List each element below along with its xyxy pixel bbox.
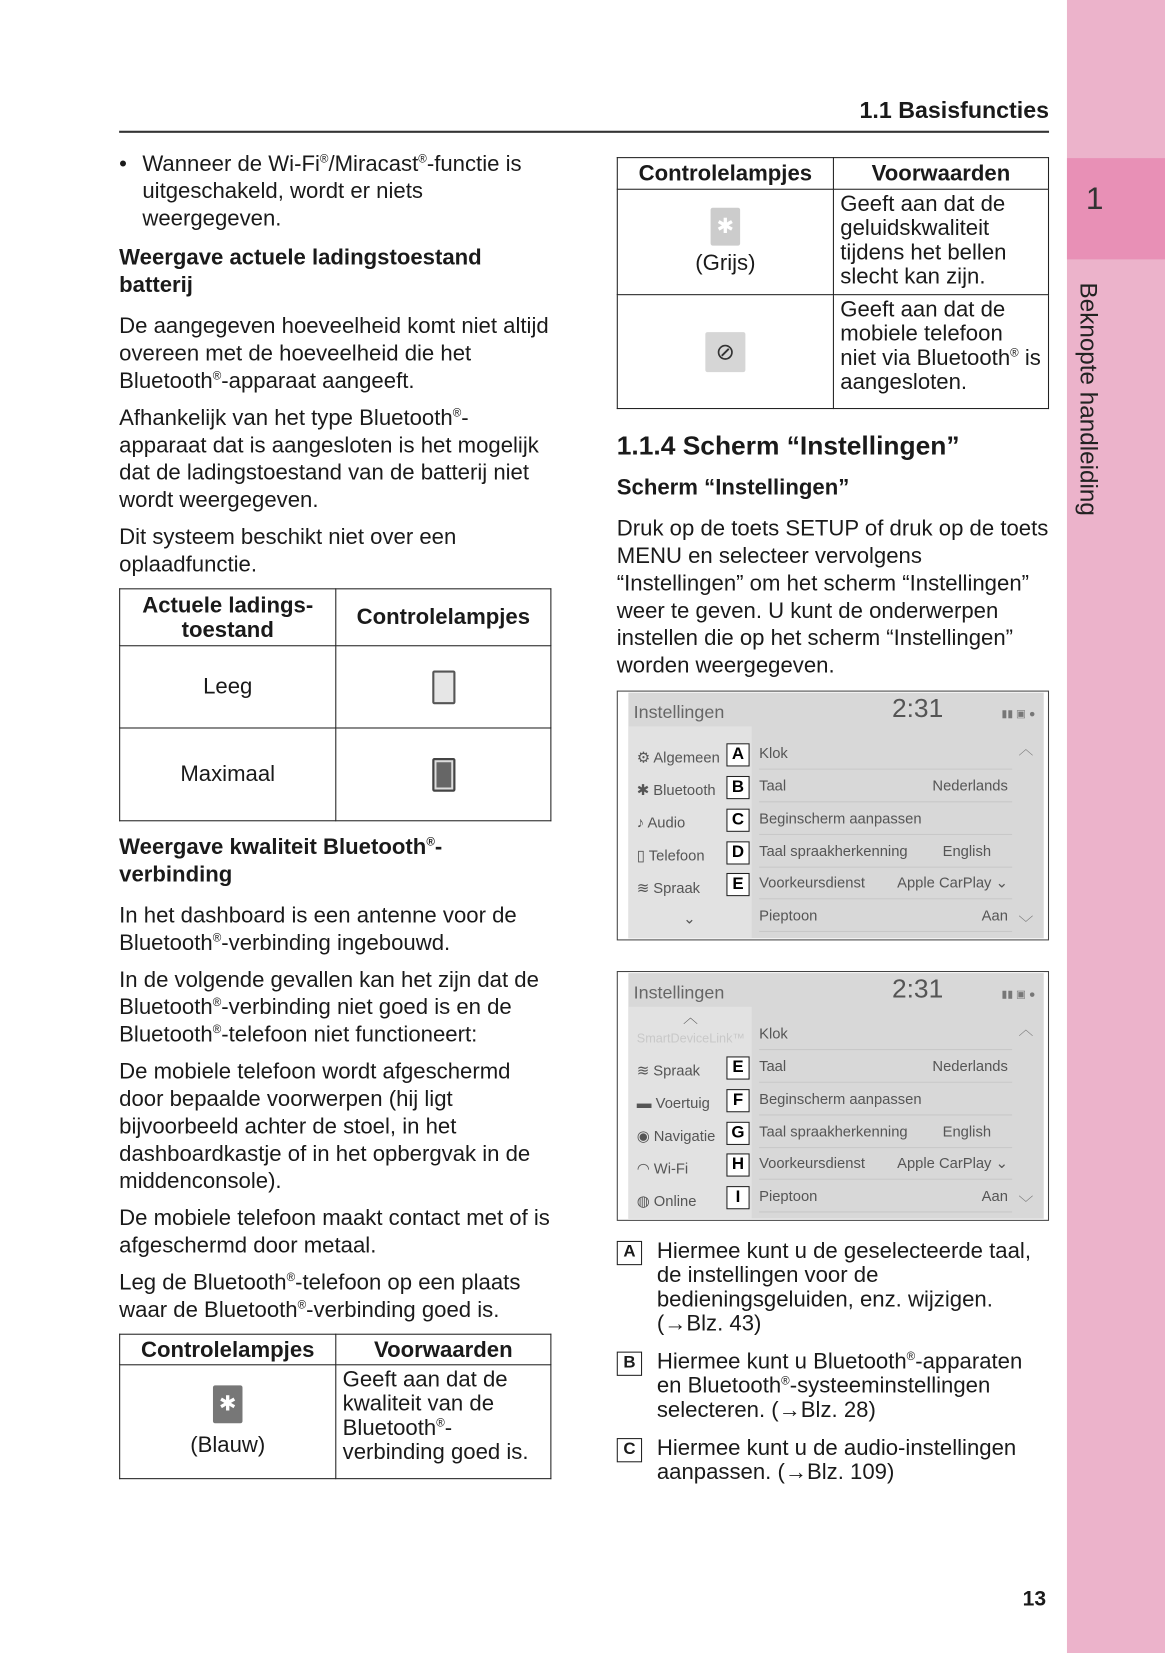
scroll-down-icon[interactable]: ⌄ <box>683 909 696 927</box>
section-title: 1.1.4 Scherm “Instellingen” <box>616 431 960 461</box>
paragraph: Afhankelijk van het type Bluetooth®-apparaat dat is aangesloten is het mogelijk dat de ladingstoestand van de batterij niet wordt weergegeven. <box>119 405 539 513</box>
menu-item[interactable]: ⚙ Algemeen <box>636 748 720 766</box>
scroll-bottom-icon[interactable]: ﹀ <box>1018 1194 1034 1212</box>
list-item[interactable]: Taal spraakherkenning English <box>759 1115 1012 1148</box>
paragraph: De mobiele telefoon wordt afgeschermd door bepaalde voorwerpen (hij ligt bijvoorbeeld achter de stoel, in het dashboardkastje of in het opbergvak in de middenconsole). <box>119 1059 531 1194</box>
status-icons: ▮▮ ▣ ● <box>1001 708 1036 721</box>
list-item[interactable]: Pieptoon Aan <box>759 899 1012 932</box>
faded-menu-item: SmartDeviceLink™ <box>636 1031 746 1046</box>
menu-item[interactable]: ♪ Audio <box>636 813 686 831</box>
menu-item[interactable]: ≋ Spraak <box>636 1061 701 1079</box>
paragraph: In het dashboard is een antenne voor de Bluetooth®-verbinding ingebouwd. <box>119 903 517 956</box>
list-item[interactable]: Taal Nederlands <box>759 1050 1012 1083</box>
battery-table: Actuele ladings-toestand Controlelampjes Leeg Maximaal <box>119 588 551 821</box>
list-item[interactable]: Taal Nederlands <box>759 770 1012 803</box>
wifi-note: • Wanneer de Wi-Fi®/Miracast®-functie is uitgeschakeld, wordt er niets weergegeven. <box>119 151 551 233</box>
settings-screen-1: Instellingen 2:31 ▮▮ ▣ ● ⚙ Algemeen A ✱ Bluetooth B ♪ Audio C ▯ Telefoon D ≋ Spraak E ⌄ Klok Taal Nederlands Beginscherm aanpassen Taal spraakherkenning English Voorkeursdienst Apple CarPlay ⌄ Pieptoon Aan ︿ ﹀ <box>617 691 1049 941</box>
bluetooth-grey-icon: ✱ <box>711 207 741 245</box>
legend-item-b: B Hiermee kunt u Bluetooth®-apparaten en Bluetooth®-systeeminstellingen selecteren. (→Blz. 28) <box>617 1350 1049 1423</box>
chapter-title: Beknopte handleiding <box>1075 282 1103 516</box>
legend <box>617 1239 1049 1485</box>
menu-item[interactable]: ≋ Spraak <box>636 879 701 897</box>
list-item[interactable]: Beginscherm aanpassen <box>759 1083 1012 1116</box>
scroll-up-icon[interactable]: ︿ <box>1018 1020 1034 1038</box>
paragraph: Dit systeem beschikt niet over een oplaadfunctie. <box>119 525 457 577</box>
chapter-number: 1 <box>1085 181 1104 217</box>
bluetooth-status-table: Controlelampjes Voorwaarden ✱ (Grijs) Geeft aan dat de geluidskwaliteit tijdens het bellen slecht kan zijn. ⊘ Geeft aan dat de mobiele telefoon niet via Bluetooth® is aangesloten. <box>617 157 1049 409</box>
list-item[interactable]: Klok <box>759 1017 1012 1050</box>
right-column <box>617 153 1049 1498</box>
paragraph: In de volgende gevallen kan het zijn dat de Bluetooth®-verbinding niet goed is en de Bluetooth®-telefoon niet functioneert: <box>119 967 539 1047</box>
battery-full-icon <box>432 758 455 792</box>
left-column <box>119 151 551 1492</box>
status-icons: ▮▮ ▣ ● <box>1001 988 1036 1001</box>
page-number: 13 <box>1022 1587 1047 1611</box>
paragraph: De mobiele telefoon maakt contact met of is afgeschermd door metaal. <box>119 1206 550 1258</box>
quality-heading: Weergave kwaliteit Bluetooth®-verbinding <box>119 835 443 887</box>
paragraph: Druk op de toets SETUP of druk op de toets MENU en selecteer vervolgens “Instellingen” om het scherm “Instellingen” weer te geven. U kunt de onderwerpen instellen die op het scherm “Instellingen” worden weergegeven. <box>616 516 1049 678</box>
list-item[interactable]: Voorkeursdienst Apple CarPlay ⌄ <box>759 867 1012 900</box>
paragraph: Leg de Bluetooth®-telefoon op een plaats waar de Bluetooth®-verbinding goed is. <box>119 1270 521 1323</box>
scroll-up-icon[interactable]: ︿ <box>1018 740 1034 757</box>
bluetooth-quality-table: Controlelampjes Voorwaarden ✱ (Blauw) Geeft aan dat de kwaliteit van de Bluetooth®-verbinding goed is. <box>119 1334 551 1479</box>
scroll-bottom-icon[interactable]: ﹀ <box>1018 914 1034 931</box>
list-item[interactable]: Taal spraakherkenning English <box>759 835 1012 868</box>
subsection-title: Scherm “Instellingen” <box>616 475 850 500</box>
chapter-tab <box>1067 158 1165 259</box>
menu-item[interactable]: ◍ Online <box>636 1192 697 1210</box>
menu-item[interactable]: ◠ Wi-Fi <box>636 1159 689 1177</box>
menu-item[interactable]: ▬ Voertuig <box>636 1094 710 1112</box>
list-item[interactable]: Voorkeursdienst Apple CarPlay ⌄ <box>759 1147 1012 1180</box>
list-item[interactable]: Beginscherm aanpassen <box>759 802 1012 835</box>
settings-screen-2: Instellingen 2:31 ▮▮ ▣ ● ︿ SmartDeviceLink™ ≋ Spraak E ▬ Voertuig F ◉ Navigatie G ◠ Wi-Fi H ◍ Online I Klok Taal Nederlands Beginscherm aanpassen Taal spraakherkenning English Voorkeursdienst Apple CarPlay ⌄ Pieptoon Aan ︿ ﹀ <box>617 971 1049 1221</box>
legend-item-c: C Hiermee kunt u de audio-instellingen aanpassen. (→Blz. 109) <box>617 1436 1049 1484</box>
paragraph: De aangegeven hoeveelheid komt niet altijd overeen met de hoeveelheid die het Bluetooth®-apparaat aangeeft. <box>119 314 549 394</box>
bluetooth-blue-icon: ✱ <box>213 1385 243 1423</box>
scroll-up-icon[interactable]: ︿ <box>683 1008 698 1026</box>
list-item[interactable]: Klok <box>759 737 1012 770</box>
battery-empty-icon <box>432 670 455 704</box>
battery-heading: Weergave actuele ladingstoestand batterij <box>119 245 482 298</box>
phone-disconnected-icon: ⊘ <box>705 332 745 372</box>
section-header: 1.1 Basisfuncties <box>859 96 1050 124</box>
menu-item[interactable]: ▯ Telefoon <box>636 846 705 864</box>
legend-item-a: A Hiermee kunt u de geselecteerde taal, de instellingen voor de bedieningsgeluiden, enz. wijzigen. (→Blz. 43) <box>617 1239 1049 1336</box>
menu-item[interactable]: ◉ Navigatie <box>636 1127 716 1144</box>
list-item[interactable]: Pieptoon Aan <box>759 1180 1012 1213</box>
header-divider <box>119 131 1049 133</box>
menu-item[interactable]: ✱ Bluetooth <box>636 781 716 799</box>
